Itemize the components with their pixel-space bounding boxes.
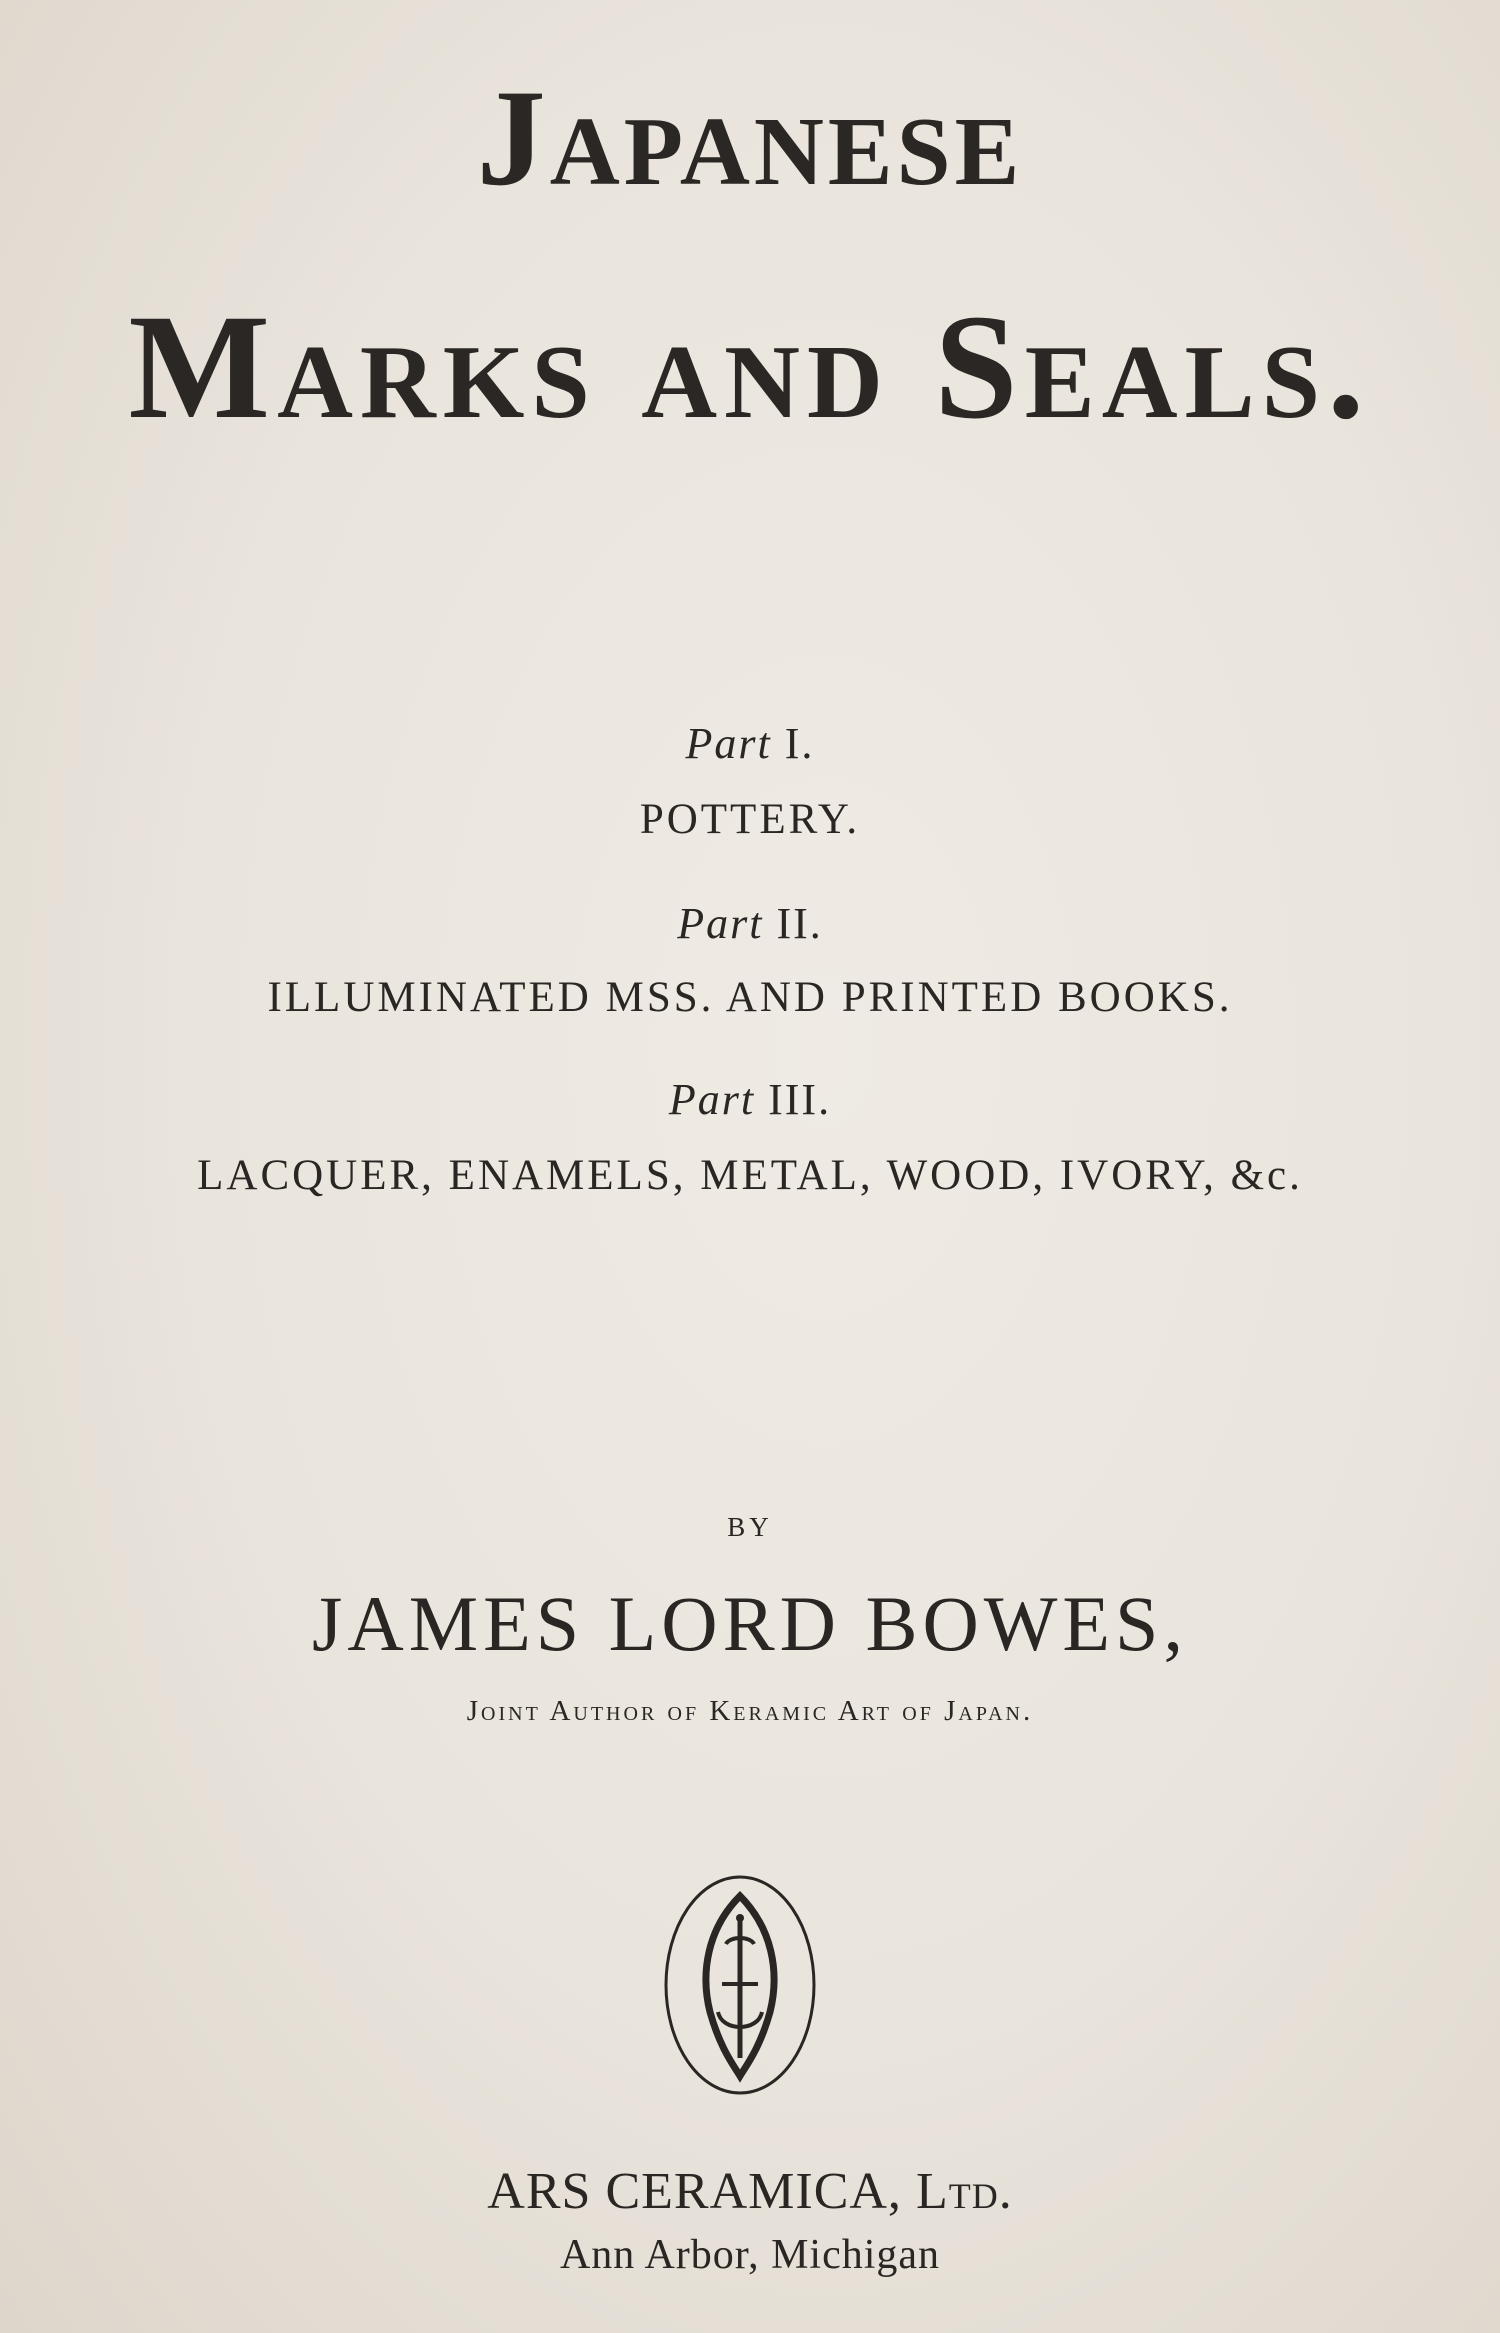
part-2-description: ILLUMINATED MSS. AND PRINTED BOOKS. <box>267 974 1233 1021</box>
part-1-word: Part <box>685 719 772 768</box>
part-2-word: Part <box>677 899 764 948</box>
publisher-name-suffix: Ltd. <box>915 2163 1013 2220</box>
part-3-label <box>0 1072 1500 1128</box>
part-2-numeral: II. <box>776 899 823 948</box>
part-1-numeral: I. <box>784 719 815 768</box>
title-line-1: Japanese <box>476 61 1024 214</box>
author-subtitle: Joint Author of Keramic Art of Japan. <box>466 1695 1034 1727</box>
part-3-numeral: III. <box>768 1075 832 1124</box>
part-1-description: POTTERY. <box>639 796 861 843</box>
publisher-name <box>0 2160 1500 2224</box>
part-3-description: LACQUER, ENAMELS, METAL, WOOD, IVORY, &c. <box>197 1152 1303 1199</box>
author-name: JAMES LORD BOWES, <box>312 1580 1188 1667</box>
publisher-name-main: ARS CERAMICA, <box>487 2163 902 2220</box>
part-3-word: Part <box>668 1075 756 1124</box>
byline-by: BY <box>727 1512 773 1542</box>
part-1-label <box>0 716 1500 772</box>
publisher-city: Ann Arbor, Michigan <box>559 2232 941 2278</box>
publisher-seal-icon <box>660 1872 820 2098</box>
part-2-label <box>0 896 1500 952</box>
title-line-2: Marks and Seals. <box>128 284 1372 450</box>
